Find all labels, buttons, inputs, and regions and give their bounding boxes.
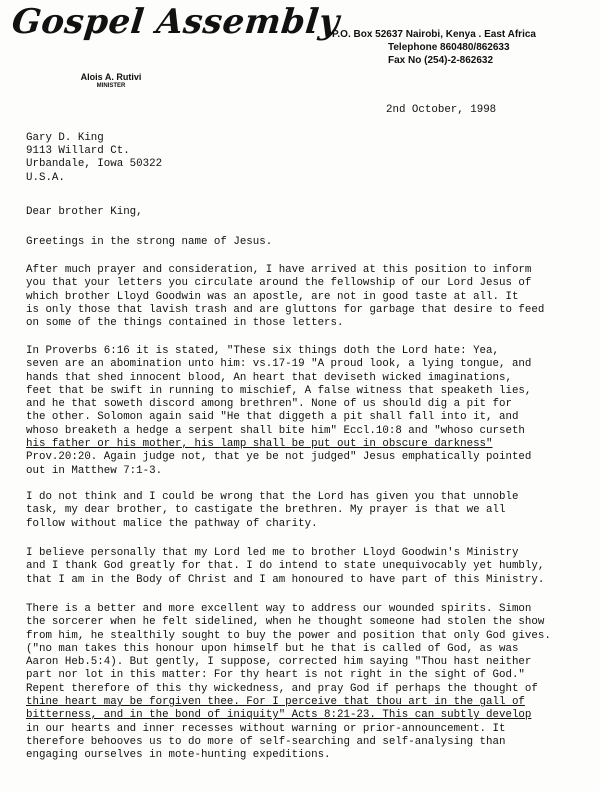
- paragraph-proverbs: [26, 345, 586, 478]
- paragraph-line: follow without malice the pathway of charity.: [26, 517, 318, 530]
- paragraph-line: hands that shed innocent blood, An heart that deviseth wicked imaginations,: [26, 371, 512, 384]
- paragraph-line: and I thank God greatly for that. I do intend to state unequivocably yet humbly,: [26, 560, 545, 573]
- paragraph-line: task, my dear brother, to castigate the brethren. My prayer is that we all: [26, 504, 506, 517]
- paragraph-line: Aaron Heb.5:4). But gently, I suppose, corrected him saying "Thou hast neither: [26, 656, 532, 669]
- paragraph-ministry: [26, 547, 586, 587]
- telephone: Telephone 860480/862633: [388, 42, 510, 53]
- recipient-country: U.S.A.: [26, 171, 65, 184]
- minister-block: [76, 72, 146, 89]
- paragraph-line: After much prayer and consideration, I have arrived at this position to inform: [26, 264, 532, 276]
- paragraph-line: you that your letters you circulate around the fellowship of our Lord Jesus of: [26, 277, 532, 290]
- recipient-address: [26, 132, 162, 185]
- paragraph-line: in our hearts and inner recesses without warning or prior-announcement. It: [26, 722, 506, 735]
- underlined-line: bitterness, and in the bond of iniquity" Acts 8:21-23. This can subtly develop: [26, 709, 532, 722]
- recipient-city: Urbandale, Iowa 50322: [26, 158, 163, 171]
- minister-name: Alois A. Rutivi: [80, 72, 142, 82]
- paragraph-line: Repent therefore of this thy wickedness, and pray God if perhaps the thought of: [26, 682, 538, 695]
- paragraph-line: the sorcerer when he felt sidelined, when he thought someone had stolen the show: [26, 616, 545, 629]
- recipient-street: 9113 Willard Ct.: [26, 145, 130, 158]
- paragraph-line: ("no man takes this honour upon himself but he that is called of God, as was: [26, 642, 519, 655]
- fax: Fax No (254)-2-862632: [388, 55, 494, 66]
- paragraph-line: on some of the things contained in those letters.: [26, 317, 344, 330]
- paragraph-line: the other. Solomon again said "He that diggeth a pit shall fall into it, and: [26, 411, 519, 424]
- letter-date: 2nd October, 1998: [386, 104, 497, 116]
- paragraph-line: feet that be swift in running to mischief, A false witness that speaketh lies,: [26, 384, 532, 397]
- paragraph-line: part nor lot in this matter: For thy heart is not right in the sight of God.": [26, 669, 525, 682]
- paragraph-line: and he that soweth discord among brethren". None of us should dig a pit for: [26, 398, 512, 411]
- paragraph-line: from him, he stealthily sought to buy the power and position that only God gives.: [26, 629, 551, 642]
- paragraph-line: Prov.20:20. Again judge not, that ye be not judged" Jesus emphatically pointed: [26, 451, 532, 464]
- paragraph-line: I do not think and I could be wrong that the Lord has given you that unnoble: [26, 491, 519, 503]
- paragraph-letters: [26, 264, 586, 330]
- paragraph-line: seven are an abomination unto him: vs.17-19 "A proud look, a lying tongue, and: [26, 358, 532, 371]
- greeting: Greetings in the strong name of Jesus.: [26, 236, 273, 248]
- underlined-line: his father or his mother, his lamp shall be put out in obscure darkness": [26, 438, 493, 451]
- paragraph-line: whoso breaketh a hedge a serpent shall bite him" Eccl.10:8 and "whoso curseth: [26, 424, 525, 437]
- paragraph-simon: [26, 603, 586, 763]
- minister-title: MINISTER: [96, 83, 126, 89]
- paragraph-line: that I am in the Body of Christ and I am honoured to have part of this Ministry.: [26, 573, 545, 586]
- paragraph-line: In Proverbs 6:16 it is stated, "These six things doth the Lord hate: Yea,: [26, 345, 499, 357]
- paragraph-line: therefore behooves us to do more of self-searching and self-analysing than: [26, 735, 506, 748]
- paragraph-line: is only those that lavish trash and are gluttons for garbage that desire to feed: [26, 303, 545, 316]
- underlined-line: thine heart may be forgiven thee. For I perceive that thou art in the gall of: [26, 696, 525, 709]
- salutation: Dear brother King,: [26, 206, 143, 218]
- paragraph-line: There is a better and more excellent way to address our wounded spirits. Simon: [26, 603, 532, 615]
- paragraph-line: out in Matthew 7:1-3.: [26, 464, 163, 477]
- letterhead-address: [332, 28, 536, 67]
- paragraph-line: engaging ourselves in mote-hunting expeditions.: [26, 749, 331, 762]
- postal-address: P.O. Box 52637 Nairobi, Kenya . East Africa: [332, 29, 536, 40]
- paragraph-unnoble-task: [26, 491, 586, 531]
- recipient-name: Gary D. King: [26, 132, 104, 144]
- paragraph-line: I believe personally that my Lord led me to brother Lloyd Goodwin's Ministry: [26, 547, 519, 559]
- paragraph-line: which brother Lloyd Goodwin was an apostle, are not in good taste at all. It: [26, 290, 519, 303]
- gospel-assembly-logo: Gospel Assembly: [9, 2, 342, 42]
